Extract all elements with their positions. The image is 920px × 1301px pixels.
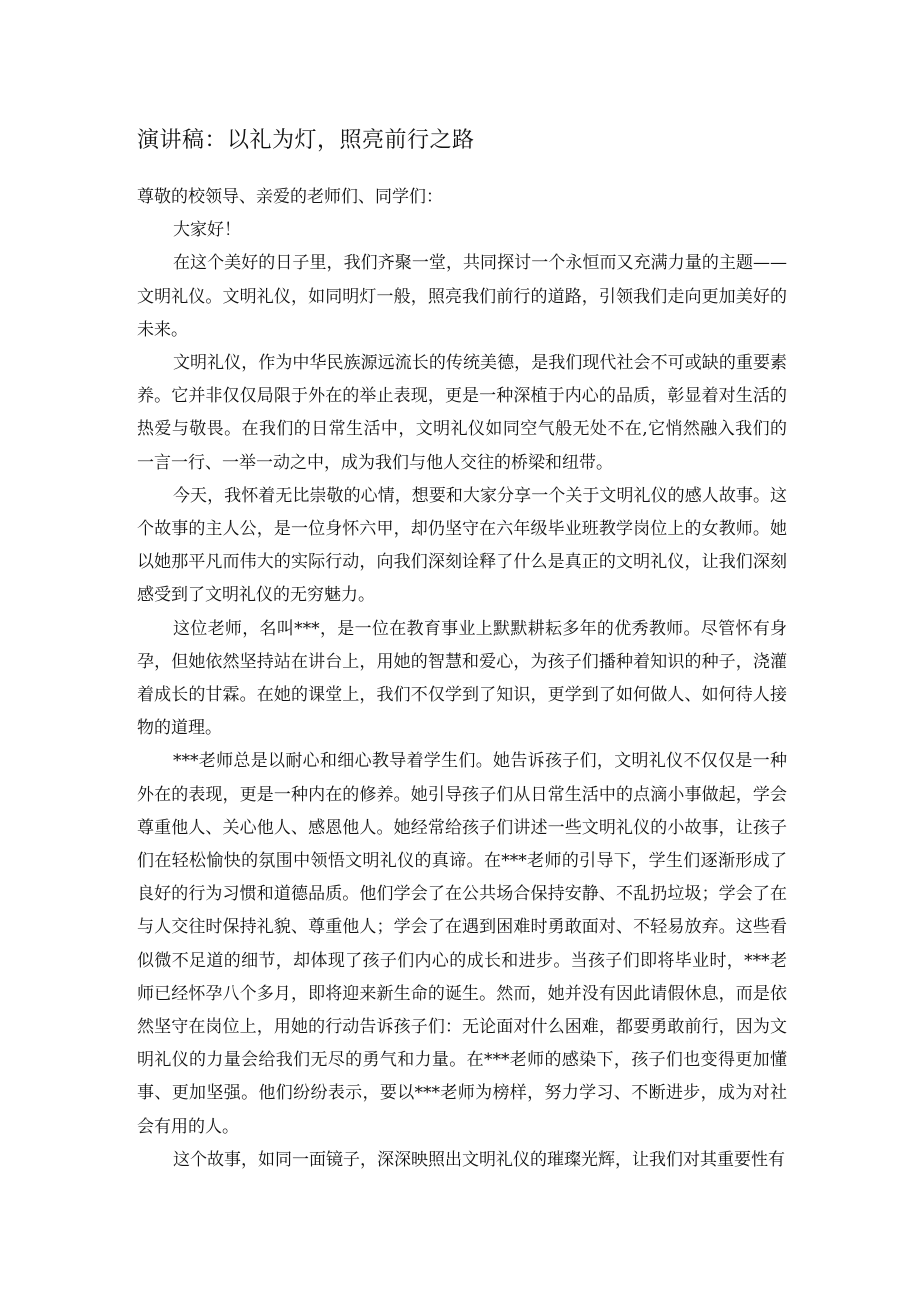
paragraph-6: 这个故事，如同一面镜子，深深映照出文明礼仪的璀璨光辉，让我们对其重要性有 bbox=[173, 1149, 785, 1170]
paragraph-1: 在这个美好的日子里，我们齐聚一堂，共同探讨一个永恒而又充满力量的主题——文明礼仪。文明礼仪，如同明灯一般，照亮我们前行的道路，引领我们走向更加美好的未来。 bbox=[137, 253, 787, 340]
greeting: 大家好！ bbox=[173, 220, 241, 241]
paragraph-5: ***老师总是以耐心和细心教导着学生们。她告诉孩子们，文明礼仪不仅仅是一种外在的表现，更是一种内在的修养。她引导孩子们从日常生活中的点滴小事做起，学会尊重他人、关心他人、感恩他人。她经常给孩子们讲述一些文明礼仪的小故事，让孩子们在轻松愉快的氛围中领悟文明礼仪的真谛。在***老师的引导下，学生们逐渐形成了良好的行为习惯和道德品质。他们学会了在公共场合保持安静、不乱扔垃圾；学会了在与人交往时保持礼貌、尊重他人；学会了在遇到困难时勇敢面对、不轻易放弃。这些看似微不足道的细节，却体现了孩子们内心的成长和进步。当孩子们即将毕业时，***老师已经怀孕八个多月，即将迎来新生命的诞生。然而，她并没有因此请假休息，而是依然坚守在岗位上，用她的行动告诉孩子们：无论面对什么困难，都要勇敢前行，因为文明礼仪的力量会给我们无尽的勇气和力量。在***老师的感染下，孩子们也变得更加懂事、更加坚强。他们纷纷表示，要以***老师为榜样，努力学习、不断进步，成为对社会有用的人。 bbox=[137, 751, 787, 1137]
paragraph-2: 文明礼仪，作为中华民族源远流长的传统美德，是我们现代社会不可或缺的重要素养。它并非仅仅局限于外在的举止表现，更是一种深植于内心的品质，彰显着对生活的热爱与敬畏。在我们的日常生活中，文明礼仪如同空气般无处不在,它悄然融入我们的一言一行、一举一动之中，成为我们与他人交往的桥梁和纽带。 bbox=[137, 353, 787, 473]
document-title: 演讲稿：以礼为灯，照亮前行之路 bbox=[137, 128, 475, 153]
paragraph-3: 今天，我怀着无比崇敬的心情，想要和大家分享一个关于文明礼仪的感人故事。这个故事的主人公，是一位身怀六甲，却仍坚守在六年级毕业班教学岗位上的女教师。她以她那平凡而伟大的实际行动，向我们深刻诠释了什么是真正的文明礼仪，让我们深刻感受到了文明礼仪的无穷魅力。 bbox=[137, 485, 787, 606]
salutation: 尊敬的校领导、亲爱的老师们、同学们： bbox=[137, 187, 443, 207]
document-body bbox=[137, 181, 787, 1177]
paragraph-4: 这位老师，名叫***，是一位在教育事业上默默耕耘多年的优秀教师。尽管怀有身孕，但她依然坚持站在讲台上，用她的智慧和爱心，为孩子们播种着知识的种子，浇灌着成长的甘霖。在她的课堂上，我们不仅学到了知识，更学到了如何做人、如何待人接物的道理。 bbox=[137, 618, 787, 739]
